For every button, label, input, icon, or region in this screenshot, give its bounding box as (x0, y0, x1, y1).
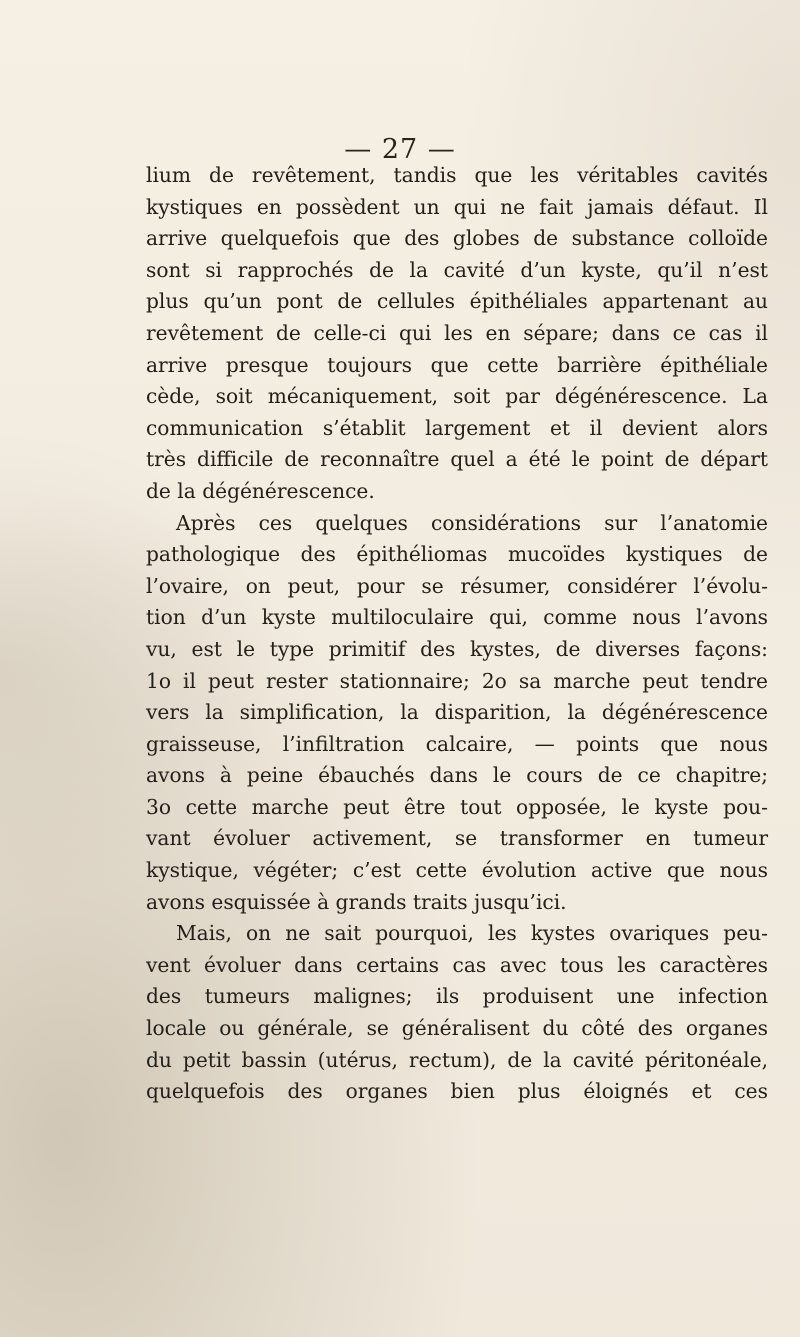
text-line: locale ou générale, se généralisent du côté des organes (146, 1016, 768, 1041)
text-line: vu, est le type primitif des kystes, de diverses façons: (146, 636, 768, 661)
text-line: tion d’un kyste multiloculaire qui, comme nous l’avons (146, 605, 768, 630)
text-line: vant évoluer activement, se transformer en tumeur (146, 826, 768, 851)
text-line: 3o cette marche peut être tout opposée, le kyste pou- (146, 794, 768, 819)
text-line: lium de revêtement, tandis que les véritables cavités (146, 163, 768, 187)
text-line: arrive quelquefois que des globes de substance colloïde (146, 226, 768, 251)
text-line: vers la simplification, la disparition, la dégénérescence (146, 700, 768, 725)
text-line: avons esquissée à grands traits jusqu’ici. (146, 889, 567, 914)
text-line: l’ovaire, on peut, pour se résumer, considérer l’évolu- (146, 573, 768, 598)
page-number: — 27 — (344, 134, 456, 165)
text-line: Mais, on ne sait pourquoi, les kystes ovariques peu- (176, 921, 768, 946)
text-line: plus qu’un pont de cellules épithéliales appartenant au (146, 289, 768, 314)
text-line: cède, soit mécaniquement, soit par dégénérescence. La (146, 384, 768, 409)
text-line: du petit bassin (utérus, rectum), de la cavité péritonéale, (146, 1047, 768, 1072)
text-line: kystique, végéter; c’est cette évolution active que nous (146, 858, 768, 883)
text-line: graisseuse, l’infiltration calcaire, — points que nous (146, 731, 768, 756)
text-line: revêtement de celle-ci qui les en sépare; dans ce cas il (146, 320, 768, 345)
text-line: arrive presque toujours que cette barrière épithéliale (146, 352, 768, 377)
text-line: pathologique des épithéliomas mucoïdes kystiques de (146, 542, 768, 567)
text-line: de la dégénérescence. (146, 478, 375, 503)
text-line: des tumeurs malignes; ils produisent une infection (146, 984, 768, 1009)
text-line: Après ces quelques considérations sur l’anatomie (176, 510, 768, 535)
text-line: 1o il peut rester stationnaire; 2o sa marche peut tendre (146, 668, 768, 693)
text-line: sont si rapprochés de la cavité d’un kyste, qu’il n’est (146, 257, 768, 282)
text-line: avons à peine ébauchés dans le cours de ce chapitre; (146, 763, 768, 788)
body-text (146, 160, 768, 1108)
text-line: quelquefois des organes bien plus éloignés et ces (146, 1079, 768, 1104)
text-line: vent évoluer dans certains cas avec tous les caractères (146, 952, 768, 977)
text-line: kystiques en possèdent un qui ne fait jamais défaut. Il (146, 194, 768, 219)
text-line: communication s’établit largement et il devient alors (146, 415, 768, 440)
text-line: très difficile de reconnaître quel a été le point de départ (146, 447, 768, 472)
